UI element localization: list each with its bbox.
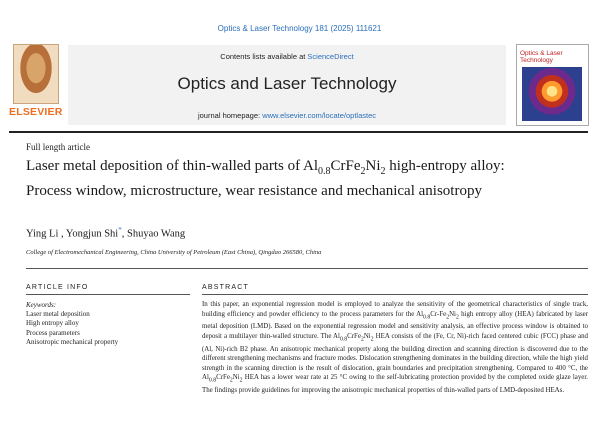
author-separator: , xyxy=(121,228,127,240)
affiliation-divider xyxy=(26,268,588,269)
abstract-text: Cr-Fe xyxy=(430,310,447,318)
cover-art-image xyxy=(522,67,582,121)
abstract-text: HEA has a lower wear rate at 25 °C owing to the self-lubricating protection provided by the completed oxide glaze layer. The findings provide guidelines for improving the anisotropic mechanical properties of thin-walled parts of LMD-deposited HEAs. xyxy=(202,374,588,395)
journal-title: Optics and Laser Technology xyxy=(177,74,397,93)
homepage-link[interactable]: www.elsevier.com/locate/optlastec xyxy=(262,111,377,120)
abstract-text: In this paper, an exponential regression model is employed to analyze the sensitivity of the geometrical characteristics of single track, building efficiency and powder efficiency to the process parameters for the Al xyxy=(202,301,588,318)
author-yongjun-shi[interactable]: Yongjun Shi xyxy=(65,228,119,240)
keyword-item: Laser metal deposition xyxy=(26,310,90,319)
abstract-sub: 2 xyxy=(229,377,233,384)
abstract-text: HEA consists of the (Fe, Cr, Ni)-rich faced centered cubic (FCC) phase and (Al, Ni)-rich B2 phase. An anisotropic mechanical property along the building direction and scanning direction is discovered due to the different strengthening mechanisms and fracture modes. Dislocation strengthening dominates in the building direction, while the high yield strength in the scanning direction is the result of dislocation, grain boundaries and precipitation strengthening. Compared to 400 °C, the Al xyxy=(202,332,588,382)
abstract-sub: 2 xyxy=(360,336,364,343)
abstract-text: Ni xyxy=(449,310,456,318)
contents-prefix: Contents lists available at xyxy=(220,52,306,61)
abstract-sub: 2 xyxy=(455,313,459,320)
abstract-text: Ni xyxy=(232,374,240,382)
article-info-heading: ARTICLE INFO xyxy=(26,284,89,291)
author-separator: , xyxy=(58,228,66,240)
elsevier-logo[interactable] xyxy=(9,44,61,124)
title-sub-1: 0.8 xyxy=(318,166,331,177)
abstract-sub: 2 xyxy=(370,336,374,343)
author-affiliation: College of Electromechanical Engineering, China University of Petroleum (East China), Qingdao 266580, China xyxy=(26,249,322,256)
abstract-text: high entropy alloy (HEA) fabricated by laser metal deposition (LMD). Based on the exponential regression model and sensitivity analysis, an effective process window is obtained to deposit a multilayer thin-walled structure. The Al xyxy=(202,310,589,340)
homepage-line xyxy=(68,111,506,120)
abstract-sub: 0.8 xyxy=(423,313,431,320)
homepage-prefix: journal homepage: xyxy=(197,111,261,120)
author-list xyxy=(26,226,185,240)
header-divider xyxy=(9,131,588,133)
abstract-sub: 2 xyxy=(446,313,450,320)
abstract-heading: ABSTRACT xyxy=(202,284,249,291)
abstract-sub: 0.8 xyxy=(208,377,217,384)
sciencedirect-link[interactable]: ScienceDirect xyxy=(307,52,354,61)
author-shuyao-wang[interactable]: Shuyao Wang xyxy=(126,228,186,240)
title-text-3: Ni xyxy=(365,158,381,174)
title-text-2: CrFe xyxy=(330,158,361,174)
abstract-text: CrFe xyxy=(216,374,230,382)
elsevier-tree-icon xyxy=(13,44,59,104)
elsevier-wordmark: ELSEVIER xyxy=(9,106,63,118)
journal-citation[interactable]: Optics & Laser Technology 181 (2025) 111621 xyxy=(217,24,382,33)
article-type: Full length article xyxy=(26,142,90,152)
author-ying-li[interactable]: Ying Li xyxy=(26,228,59,240)
article-info-divider xyxy=(26,294,190,295)
keywords-block xyxy=(26,301,190,347)
article-title xyxy=(26,157,506,201)
abstract-text: CrFe xyxy=(347,332,361,340)
abstract-divider xyxy=(202,294,588,295)
abstract-body xyxy=(202,300,588,396)
keyword-item: High entropy alloy xyxy=(26,319,79,328)
abstract-text: Ni xyxy=(363,332,371,340)
title-text-1: Laser metal deposition of thin-walled parts of Al xyxy=(26,158,319,174)
title-text-4: high-entropy alloy: Process window, microstructure, wear resistance and mechanical anisotropy xyxy=(26,158,505,199)
corresponding-author-mark[interactable]: * xyxy=(118,226,122,234)
keywords-label: Keywords: xyxy=(26,301,57,309)
keyword-item: Anisotropic mechanical property xyxy=(26,337,119,346)
journal-cover-thumbnail[interactable] xyxy=(516,44,589,126)
abstract-sub: 0.8 xyxy=(339,336,348,343)
abstract-sub: 2 xyxy=(239,377,243,384)
cover-title: Optics & Laser Technology xyxy=(520,50,563,64)
contents-line xyxy=(68,52,506,61)
keyword-item: Process parameters xyxy=(26,328,80,337)
abstract-paragraph xyxy=(202,300,588,396)
title-sub-3: 2 xyxy=(380,166,386,177)
title-sub-2: 2 xyxy=(360,166,366,177)
